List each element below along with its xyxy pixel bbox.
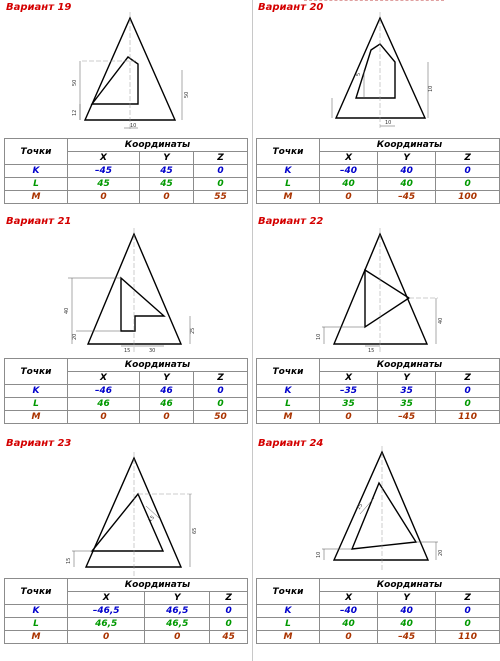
dim-label: 40	[64, 307, 70, 314]
y-header: Y	[139, 372, 193, 385]
row-k: K –40 40 0	[257, 165, 500, 178]
variant-title: Вариант 24	[258, 438, 324, 449]
dim-label: 15	[124, 348, 131, 354]
coordinates-table	[4, 138, 248, 204]
dim-label: 10	[316, 551, 322, 558]
points-header: Точки	[5, 139, 68, 165]
coordinates-table	[4, 358, 248, 424]
dim-label: 65	[192, 527, 198, 534]
dim-label: 15	[355, 502, 365, 512]
coords-header: Координаты	[320, 359, 500, 372]
row-l: L 40 40 0	[257, 618, 500, 631]
coordinates-table	[256, 578, 500, 644]
row-m: M 0 0 50	[5, 411, 248, 424]
coords-header: Координаты	[320, 579, 500, 592]
inner-cutout	[92, 494, 163, 551]
variant-title: Вариант 20	[258, 2, 324, 13]
variant-24-drawing	[256, 436, 500, 576]
row-k: K –46,5 46,5 0	[5, 605, 248, 618]
variant-19-drawing	[4, 0, 248, 136]
dim-label: 10	[385, 120, 392, 126]
coords-header: Координаты	[68, 579, 248, 592]
dim-label: 10	[428, 85, 434, 92]
points-header: Точки	[257, 139, 320, 165]
dim-label: 30	[149, 348, 156, 354]
y-header: Y	[145, 592, 210, 605]
variants-sheet	[4, 0, 500, 661]
row-l: L 45 45 0	[5, 178, 248, 191]
row-k: K –35 35 0	[257, 385, 500, 398]
z-header: Z	[436, 152, 500, 165]
outer-triangle	[334, 452, 428, 560]
coords-header: Координаты	[68, 359, 248, 372]
row-m: M 0 0 55	[5, 191, 248, 204]
dim-label: 50	[72, 79, 78, 86]
y-header: Y	[378, 372, 436, 385]
outer-triangle	[334, 234, 427, 344]
variant-title: Вариант 19	[6, 2, 72, 13]
row-l: L 46 46 0	[5, 398, 248, 411]
row-m: M 0 0 45	[5, 631, 248, 644]
variant-title: Вариант 21	[6, 216, 72, 227]
x-header: X	[320, 152, 378, 165]
x-header: X	[68, 152, 140, 165]
variant-title: Вариант 23	[6, 438, 72, 449]
variant-21-drawing	[4, 214, 248, 354]
variant-20-card	[256, 0, 500, 214]
dim-label: 15	[147, 514, 156, 524]
dim-label: 15	[66, 557, 72, 564]
points-header: Точки	[5, 359, 68, 385]
x-header: X	[320, 372, 378, 385]
dim-label: 50	[184, 91, 190, 98]
coords-header: Координаты	[320, 139, 500, 152]
z-header: Z	[436, 592, 500, 605]
dim-label: 15	[368, 348, 375, 354]
dim-label: 40	[438, 317, 444, 324]
z-header: Z	[193, 372, 247, 385]
z-header: Z	[436, 372, 500, 385]
points-header: Точки	[5, 579, 68, 605]
z-header: Z	[193, 152, 247, 165]
coords-header: Координаты	[68, 139, 248, 152]
row-l: L 35 35 0	[257, 398, 500, 411]
x-header: X	[320, 592, 378, 605]
coordinates-table	[256, 138, 500, 204]
row-l: L 40 40 0	[257, 178, 500, 191]
row-m: M 0 –45 110	[257, 411, 500, 424]
variant-22-card	[256, 214, 500, 436]
y-header: Y	[378, 152, 436, 165]
inner-cutout	[356, 44, 395, 98]
x-header: X	[68, 372, 140, 385]
points-header: Точки	[257, 359, 320, 385]
column-divider	[252, 0, 253, 661]
row-m: M 0 –45 100	[257, 191, 500, 204]
dim-label: 5	[356, 72, 362, 76]
variant-23-card	[4, 436, 248, 661]
y-header: Y	[139, 152, 193, 165]
variant-21-card	[4, 214, 248, 436]
variant-23-drawing	[4, 436, 248, 576]
inner-cutout	[121, 278, 164, 331]
row-k: K –46 46 0	[5, 385, 248, 398]
z-header: Z	[210, 592, 248, 605]
row-m: M 0 –45 110	[257, 631, 500, 644]
coordinates-table	[256, 358, 500, 424]
row-k: K –45 45 0	[5, 165, 248, 178]
row-k: K –40 40 0	[257, 605, 500, 618]
variant-24-card	[256, 436, 500, 661]
row-l: L 46,5 46,5 0	[5, 618, 248, 631]
variant-19-card	[4, 0, 248, 214]
coordinates-table	[4, 578, 248, 644]
variant-20-drawing	[256, 0, 500, 136]
variant-title: Вариант 22	[258, 216, 324, 227]
inner-cutout	[352, 483, 416, 549]
variant-22-drawing	[256, 214, 500, 354]
dim-label: 20	[438, 549, 444, 556]
points-header: Точки	[257, 579, 320, 605]
dim-label: 10	[130, 123, 137, 129]
outer-triangle	[336, 18, 425, 118]
inner-cutout	[92, 57, 138, 104]
x-header: X	[68, 592, 145, 605]
dim-label: 12	[72, 109, 78, 116]
dim-label: 25	[190, 327, 196, 334]
y-header: Y	[378, 592, 436, 605]
inner-cutout	[365, 270, 409, 327]
dim-label: 20	[72, 333, 78, 340]
dim-label: 10	[316, 333, 322, 340]
